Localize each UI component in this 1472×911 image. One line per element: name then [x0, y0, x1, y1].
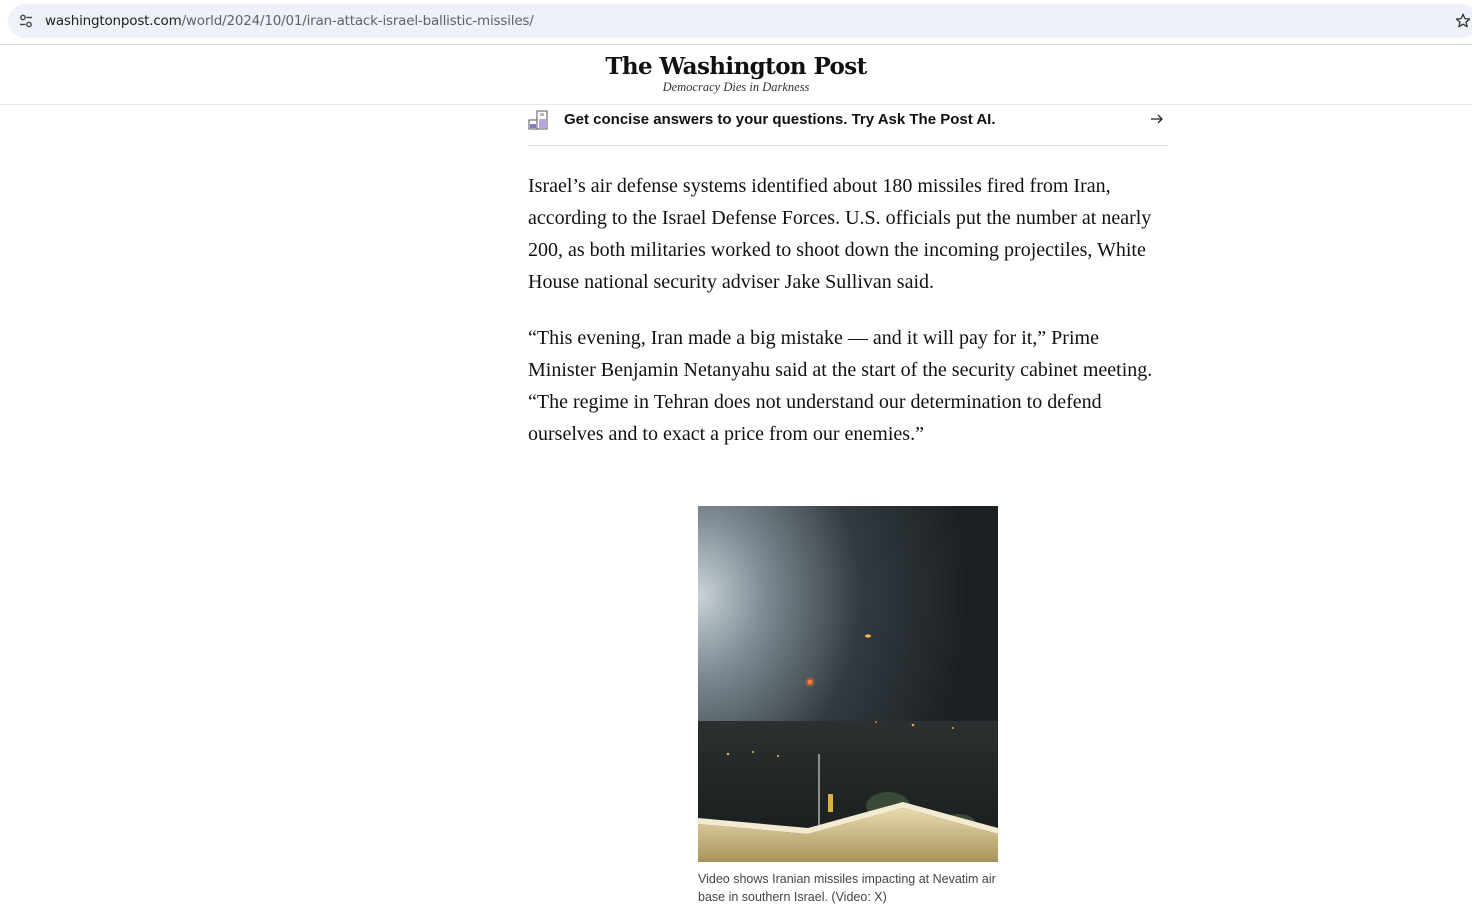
tune-icon[interactable] [18, 13, 34, 29]
url-path: /world/2024/10/01/iran-attack-israel-ballistic-missiles/ [181, 13, 534, 29]
url-text[interactable] [45, 13, 534, 29]
star-icon[interactable] [1454, 12, 1472, 30]
article-paragraph: “This evening, Iran made a big mistake — and it will pay for it,” Prime Minister Benjamin Netanyahu said at the start of the security cabinet meeting. “The regime in Tehran does not understand our determination to defend ourselves and to exact a price from our enemies.” [528, 327, 1153, 445]
masthead-logo[interactable] [0, 54, 1472, 94]
masthead-title: The Washington Post [605, 53, 867, 80]
video-figure [698, 506, 998, 906]
browser-toolbar [0, 0, 1472, 45]
video-frame-image [698, 506, 998, 862]
video-player[interactable] [698, 506, 998, 862]
promo-text: Get concise answers to your questions. Try Ask The Post AI. [564, 111, 996, 128]
ask-post-ai-icon [528, 110, 548, 130]
arrow-right-icon[interactable] [1150, 111, 1164, 127]
address-bar[interactable] [8, 4, 1472, 38]
article-paragraph: Israel’s air defense systems identified about 180 missiles fired from Iran, according to the Israel Defense Forces. U.S. officials put the number at nearly 200, as both militaries worked to shoot down the incoming projectiles, White House national security adviser Jake Sullivan said. [528, 175, 1152, 293]
video-caption: Video shows Iranian missiles impacting at Nevatim air base in southern Israel. (Video: X) [698, 872, 996, 904]
masthead-tagline: Democracy Dies in Darkness [662, 80, 810, 94]
url-domain: washingtonpost.com [45, 13, 182, 29]
article-body [528, 170, 1168, 474]
site-header [0, 46, 1472, 105]
ask-post-ai-promo[interactable] [528, 108, 1168, 146]
